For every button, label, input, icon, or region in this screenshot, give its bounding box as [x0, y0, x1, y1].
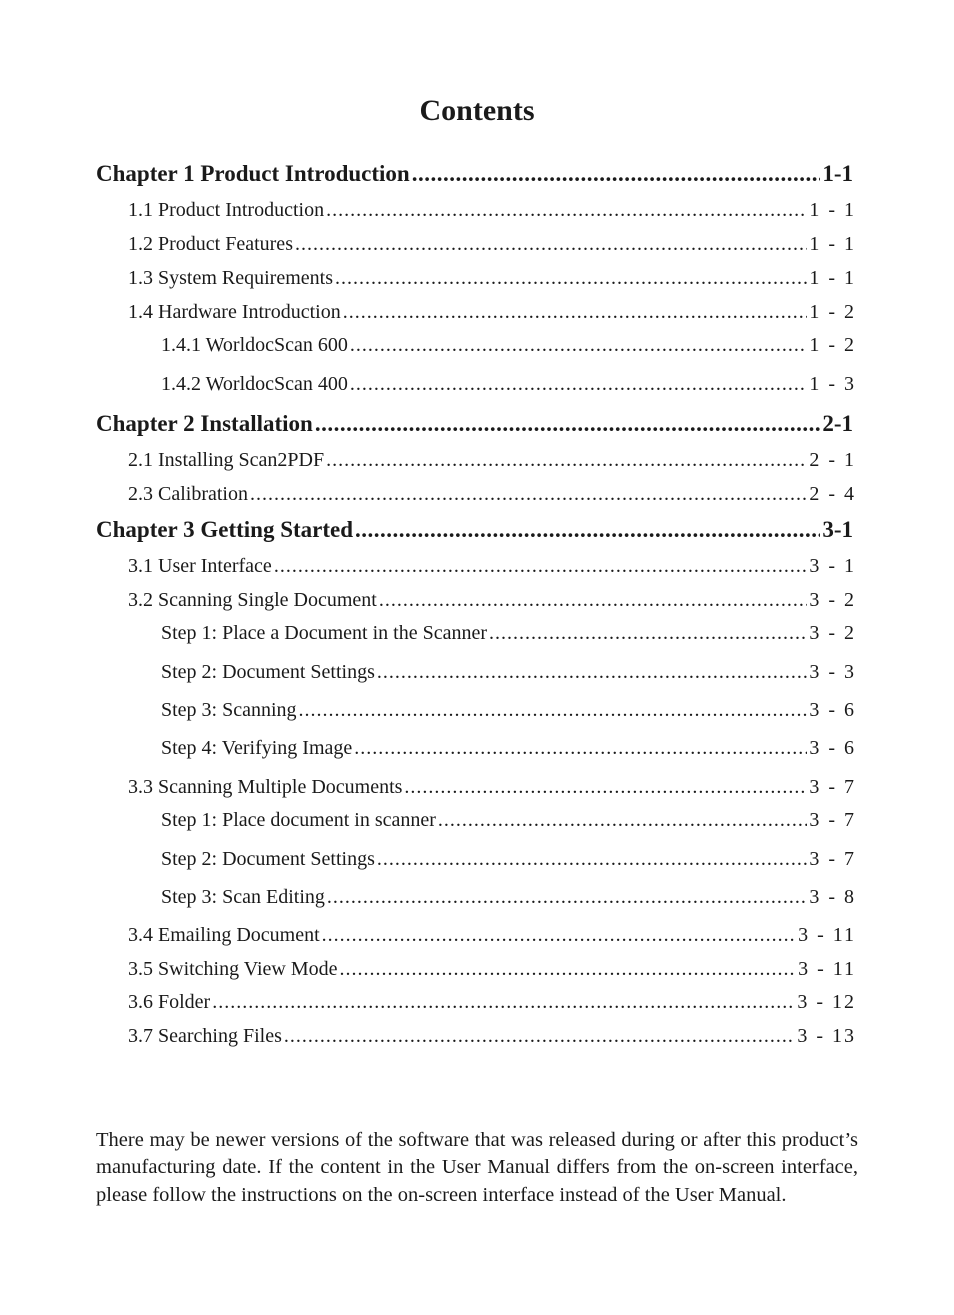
toc-entry-label: Step 1: Place document in scanner [161, 809, 436, 831]
toc-step-3-3-1[interactable] [161, 808, 856, 832]
toc-page-number: 1 - 1 [809, 199, 856, 221]
dot-leader [355, 516, 820, 544]
toc-entry-label: 3.1 User Interface [128, 555, 272, 577]
toc-section-2-3[interactable] [128, 482, 856, 506]
toc-page-number: 1-1 [822, 161, 853, 186]
toc-page-number: 3 - 11 [798, 958, 856, 980]
toc-entry-label: Step 2: Document Settings [161, 848, 375, 870]
dot-leader [295, 232, 807, 256]
toc-step-3-2-4[interactable] [161, 736, 856, 760]
toc-entry-label: 3.4 Emailing Document [128, 924, 320, 946]
toc-page-number: 1 - 1 [809, 233, 856, 255]
toc-entry-label: 1.2 Product Features [128, 233, 293, 255]
dot-leader [377, 660, 807, 684]
dot-leader [250, 482, 807, 506]
toc-step-3-2-1[interactable] [161, 621, 856, 645]
toc-page-number: 2 - 4 [809, 483, 856, 505]
toc-step-3-2-2[interactable] [161, 660, 856, 684]
toc-chapter-2[interactable] [96, 410, 853, 438]
toc-page-number: 1 - 1 [809, 267, 856, 289]
toc-page-number: 3 - 7 [809, 848, 856, 870]
dot-leader [350, 372, 807, 396]
toc-entry-label: Chapter 2 Installation [96, 411, 313, 436]
toc-entry-label: Chapter 3 Getting Started [96, 517, 354, 542]
dot-leader [340, 957, 797, 981]
dot-leader [322, 923, 796, 947]
toc-entry-label: 3.7 Searching Files [128, 1025, 282, 1047]
dot-leader [350, 333, 807, 357]
toc-entry-label: 3.5 Switching View Mode [128, 958, 338, 980]
toc-chapter-1[interactable] [96, 160, 853, 188]
toc-step-3-2-3[interactable] [161, 698, 856, 722]
toc-page-number: 1 - 2 [809, 301, 856, 323]
dot-leader [438, 808, 807, 832]
toc-section-3-2[interactable] [128, 588, 856, 612]
dot-leader [326, 198, 807, 222]
toc-page-number: 2 - 1 [809, 449, 856, 471]
toc-section-3-5[interactable] [128, 957, 856, 981]
toc-page-number: 3 - 2 [809, 622, 856, 644]
dot-leader [284, 1024, 795, 1048]
toc-page-number: 1 - 3 [809, 373, 856, 395]
toc-section-3-7[interactable] [128, 1024, 856, 1048]
toc-page-number: 1 - 2 [809, 334, 856, 356]
toc-entry-label: 3.3 Scanning Multiple Documents [128, 776, 403, 798]
toc-section-3-3[interactable] [128, 775, 856, 799]
toc-section-1-1[interactable] [128, 198, 856, 222]
toc-entry-label: 1.4.1 WorldocScan 600 [161, 334, 348, 356]
dot-leader [379, 588, 807, 612]
toc-page-number: 3-1 [822, 517, 853, 542]
toc-entry-label: 3.6 Folder [128, 991, 211, 1013]
dot-leader [354, 736, 807, 760]
toc-page-number: 3 - 12 [797, 991, 856, 1013]
dot-leader [212, 990, 795, 1014]
toc-page-number: 3 - 3 [809, 661, 856, 683]
toc-page-number: 3 - 7 [809, 809, 856, 831]
toc-subsection-1-4-2[interactable] [161, 372, 856, 396]
toc-section-3-6[interactable] [128, 990, 856, 1014]
toc-section-1-2[interactable] [128, 232, 856, 256]
toc-section-3-4[interactable] [128, 923, 856, 947]
dot-leader [326, 448, 807, 472]
toc-page-number: 3 - 6 [809, 737, 856, 759]
toc-entry-label: Chapter 1 Product Introduction [96, 161, 410, 186]
toc-entry-label: 1.4 Hardware Introduction [128, 301, 341, 323]
toc-entry-label: Step 3: Scanning [161, 699, 297, 721]
dot-leader [377, 847, 807, 871]
dot-leader [412, 160, 821, 188]
toc-entry-label: 1.1 Product Introduction [128, 199, 325, 221]
dot-leader [489, 621, 807, 645]
toc-entry-label: 3.2 Scanning Single Document [128, 589, 377, 611]
dot-leader [343, 300, 808, 324]
toc-chapter-3[interactable] [96, 516, 853, 544]
toc-entry-label: Step 2: Document Settings [161, 661, 375, 683]
toc-entry-label: 2.1 Installing Scan2PDF [128, 449, 325, 471]
toc-page-number: 3 - 6 [809, 699, 856, 721]
toc-entry-label: Step 1: Place a Document in the Scanner [161, 622, 488, 644]
dot-leader [404, 775, 807, 799]
toc-entry-label: 1.4.2 WorldocScan 400 [161, 373, 348, 395]
toc-section-3-1[interactable] [128, 554, 856, 578]
toc-entry-label: 2.3 Calibration [128, 483, 248, 505]
toc-page-number: 3 - 1 [809, 555, 856, 577]
dot-leader [315, 410, 821, 438]
dot-leader [299, 698, 808, 722]
toc-entry-label: Step 3: Scan Editing [161, 886, 325, 908]
software-version-notice: There may be newer versions of the software that was released during or after this product’s manufacturing date. If the content in the User Manual differs from the on-screen interface, please follow the instructions on the on-screen interface instead of the User Manual. [96, 1128, 858, 1206]
toc-page-number: 3 - 13 [797, 1025, 856, 1047]
toc-step-3-3-3[interactable] [161, 885, 856, 909]
toc-page-number: 3 - 8 [809, 886, 856, 908]
toc-entry-label: 1.3 System Requirements [128, 267, 333, 289]
toc-subsection-1-4-1[interactable] [161, 333, 856, 357]
dot-leader [335, 266, 807, 290]
toc-section-1-4[interactable] [128, 300, 856, 324]
toc-step-3-3-2[interactable] [161, 847, 856, 871]
dot-leader [327, 885, 807, 909]
toc-entry-label: Step 4: Verifying Image [161, 737, 353, 759]
dot-leader [274, 554, 808, 578]
toc-page-number: 3 - 11 [798, 924, 856, 946]
page-title: Contents [419, 94, 535, 127]
toc-page-number: 3 - 2 [809, 589, 856, 611]
toc-page-number: 2-1 [822, 411, 853, 436]
toc-page-number: 3 - 7 [809, 776, 856, 798]
toc-section-2-1[interactable] [128, 448, 856, 472]
toc-section-1-3[interactable] [128, 266, 856, 290]
